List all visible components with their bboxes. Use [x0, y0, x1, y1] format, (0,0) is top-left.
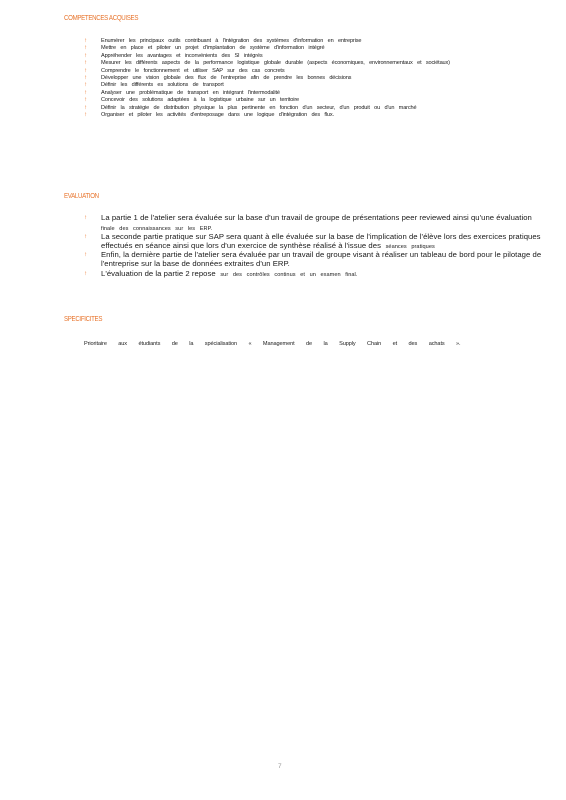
bullet-icon: ↑: [84, 104, 87, 111]
list-item: ↑ Mesurer les différents aspects de la performance logistique globale durable (aspects économiques, environnementaux et sociétaux): [84, 60, 450, 67]
list-item: ↑ Comprendre le fonctionnement et utiliser SAP sur des cas concrets: [84, 67, 285, 74]
bullet-icon: ↑: [84, 97, 87, 104]
list-item: ↑ Organiser et piloter les activités d'entreposage dans une logique d'intégration des flux.: [84, 112, 334, 119]
bullet-icon: ↑: [84, 38, 87, 44]
bullet-icon: ↑: [84, 89, 87, 96]
bullet-icon: ↑: [84, 112, 87, 119]
bullet-icon: ↑: [84, 234, 88, 241]
list-item: ↑ Mettre en place et piloter un projet d'implantation de système d'information intégré: [84, 45, 325, 52]
list-item: ↑ La seconde partie pratique sur SAP sera quant à elle évaluée sur la base de l'implication de l'élève lors des exercices pratiques effectués en séance ainsi que lors d'un exercice de synthèse réalisé à l'issue des séances pratiques: [84, 232, 541, 250]
competences-list: [84, 38, 514, 119]
list-item: ↑ Définir les différents es solutions de transport: [84, 82, 224, 89]
bullet-icon: ↑: [84, 75, 87, 82]
evaluation-list: [84, 214, 548, 279]
bullet-icon: ↑: [84, 60, 87, 67]
specificites-title: SPECIFICITES: [64, 314, 103, 323]
bullet-icon: ↑: [84, 82, 87, 89]
list-item: ↑ Concevoir des solutions adaptées à la logistique urbaine sur un territoire: [84, 97, 300, 104]
specificites-text: Prioritaire aux étudiants de la spécialisation « Management de la Supply Chain et des achats ».: [84, 341, 461, 347]
bullet-icon: ↑: [84, 67, 87, 74]
list-item: ↑ Enumérer les principaux outils contribuant à l'intégration des systèmes d'information en entreprise: [84, 38, 362, 44]
list-item: ↑ Analyser une problématique de transport en intégrant l'intermodalité: [84, 89, 280, 96]
bullet-icon: ↑: [84, 252, 88, 259]
page-number: 7: [278, 763, 282, 770]
list-item: ↑ Développer une vision globale des flux de l'entreprise afin de prendre les bonnes décisions: [84, 75, 352, 82]
bullet-icon: ↑: [84, 45, 87, 52]
bullet-icon: ↑: [84, 270, 88, 277]
list-item: ↑ Appréhender les avantages et inconvénients des SI intégrés: [84, 52, 263, 59]
list-item: ↑ L'évaluation de la partie 2 repose sur des contrôles continus et un examen final.: [84, 268, 358, 278]
bullet-icon: ↑: [84, 52, 87, 59]
bullet-icon: ↑: [84, 215, 88, 221]
list-item: ↑ Enfin, la dernière partie de l'atelier sera évaluée par un travail de groupe visant à réaliser un tableau de bord pour le pilotage de l'entreprise sur la base de données extraites d'un ERP.: [84, 250, 542, 268]
evaluation-title: EVALUATION: [64, 191, 99, 200]
list-item: ↑ La partie 1 de l'atelier sera évaluée sur la base d'un travail de groupe de présentations peer reviewed ainsi qu'une évaluation finale des connaissances sur les ERP.: [84, 213, 532, 232]
competences-title: COMPETENCES ACQUISES: [64, 13, 139, 22]
list-item: ↑ Définir la stratégie de distribution physique la plus pertinente en fonction d'un secteur, d'un produit ou d'un marché: [84, 104, 417, 111]
